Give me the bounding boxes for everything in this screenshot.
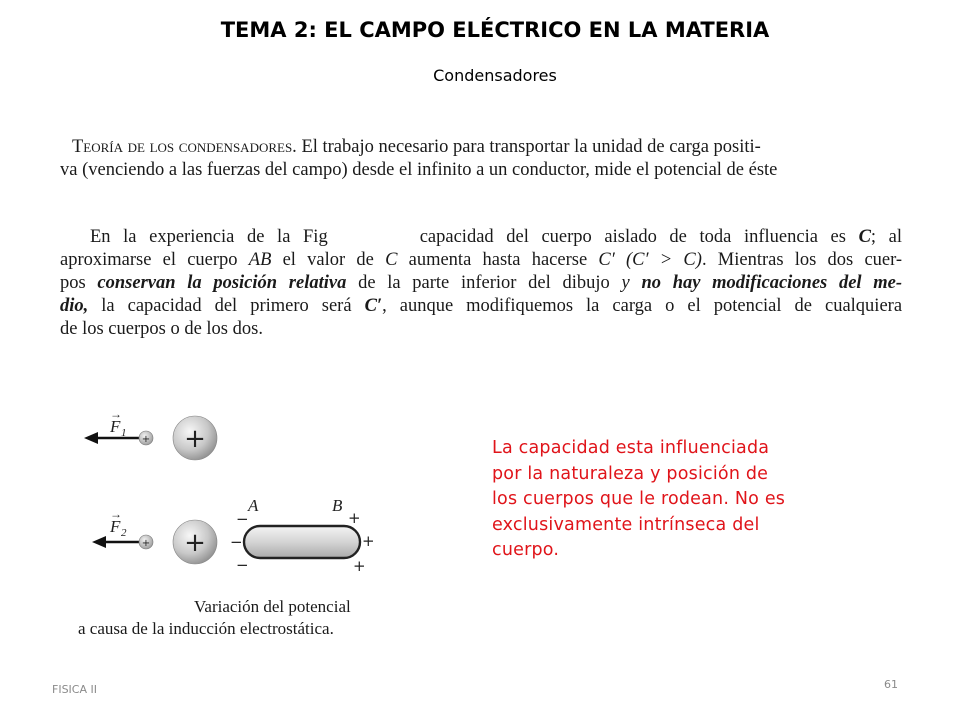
induction-figure [78, 396, 398, 586]
figure-caption [78, 596, 351, 640]
f2-label: F [110, 517, 121, 536]
induced-positive-charge: + [348, 509, 361, 527]
emphasis-text: dio, [60, 296, 89, 316]
induced-negative-charge: − [236, 510, 249, 528]
f2-arrow-head [92, 536, 106, 548]
caption-line-1: Variación del potencial [194, 597, 351, 616]
label-a: A [248, 496, 259, 515]
force-vector-f2 [109, 507, 127, 539]
induced-negative-charge: − [230, 533, 243, 551]
text-fragment: la capacidad del primero será [101, 296, 352, 316]
experiment-paragraph [60, 226, 902, 341]
force-vector-f1 [109, 407, 127, 439]
vector-arrow-mark: → [110, 407, 122, 421]
page-number: 61 [884, 678, 898, 691]
text-fragment: ; al [870, 227, 903, 247]
symbol-c-prime-relation: C′ (C′ > C) [598, 250, 702, 270]
experiment-line-2 [60, 249, 902, 272]
induced-positive-charge: + [362, 532, 375, 550]
caption-line-2: a causa de la inducción electrostática. [78, 619, 334, 638]
theory-line1: El trabajo necesario para transportar la unidad de carga positi- [301, 137, 761, 157]
sphere-1-sign: + [184, 424, 206, 454]
symbol-c-prime: C′ [364, 296, 383, 316]
emphasis-text: no hay modificaciones del me- [641, 273, 903, 293]
slide-subtitle: Condensadores [433, 66, 557, 85]
text-fragment: . Mientras los dos cuer- [701, 250, 903, 270]
text-fragment: aumenta hasta hacerse [408, 250, 588, 270]
f1-subscript: 1 [121, 427, 127, 439]
experiment-line-4 [60, 295, 902, 318]
emphasis-text: conservan la posición relativa [97, 273, 347, 293]
text-fragment: capacidad del cuerpo aislado de toda influencia es [419, 227, 846, 247]
induced-negative-charge: − [236, 556, 249, 574]
experiment-line-5: de los cuerpos o de los dos. [60, 319, 263, 339]
text-fragment: aproximarse el cuerpo [60, 250, 238, 270]
text-fragment: de la parte inferior del dibujo [358, 273, 610, 293]
f1-arrow-head [84, 432, 98, 444]
test-charge-1-sign: + [141, 434, 151, 445]
theory-line2: va (venciendo a las fuerzas del campo) desde el infinito a un conductor, mide el potencial de éste [60, 160, 778, 180]
text-fragment: pos [60, 273, 86, 293]
theory-heading: Teoría de los condensadores. [72, 137, 297, 157]
text-fragment: el valor de [282, 250, 374, 270]
text-fragment: En la experiencia de la Fig [90, 227, 328, 247]
experiment-line-3 [60, 272, 902, 295]
text-fragment: , aunque modifiquemos la carga o el potencial de cualquiera [382, 296, 903, 316]
induced-positive-charge: + [353, 557, 366, 575]
symbol-c: C [385, 250, 398, 270]
slide-title: TEMA 2: EL CAMPO ELÉCTRICO EN LA MATERIA [220, 18, 770, 42]
footer-course: FISICA II [52, 683, 97, 696]
conductor-ab [244, 526, 360, 558]
f1-label: F [110, 417, 121, 436]
test-charge-2-sign: + [141, 538, 151, 549]
experiment-line-1 [60, 226, 902, 249]
sphere-2-sign: + [184, 528, 206, 558]
theory-paragraph [60, 136, 898, 182]
f2-subscript: 2 [121, 527, 127, 539]
symbol-ab: AB [248, 250, 272, 270]
text-fragment: y [621, 273, 630, 293]
symbol-c: C [858, 227, 871, 247]
label-b: B [332, 496, 343, 515]
vector-arrow-mark: → [110, 507, 122, 521]
note-text: La capacidad esta influenciada por la naturaleza y posición de los cuerpos que le rodean. No es exclusivamente intrínseca del cuerpo. [492, 438, 786, 560]
